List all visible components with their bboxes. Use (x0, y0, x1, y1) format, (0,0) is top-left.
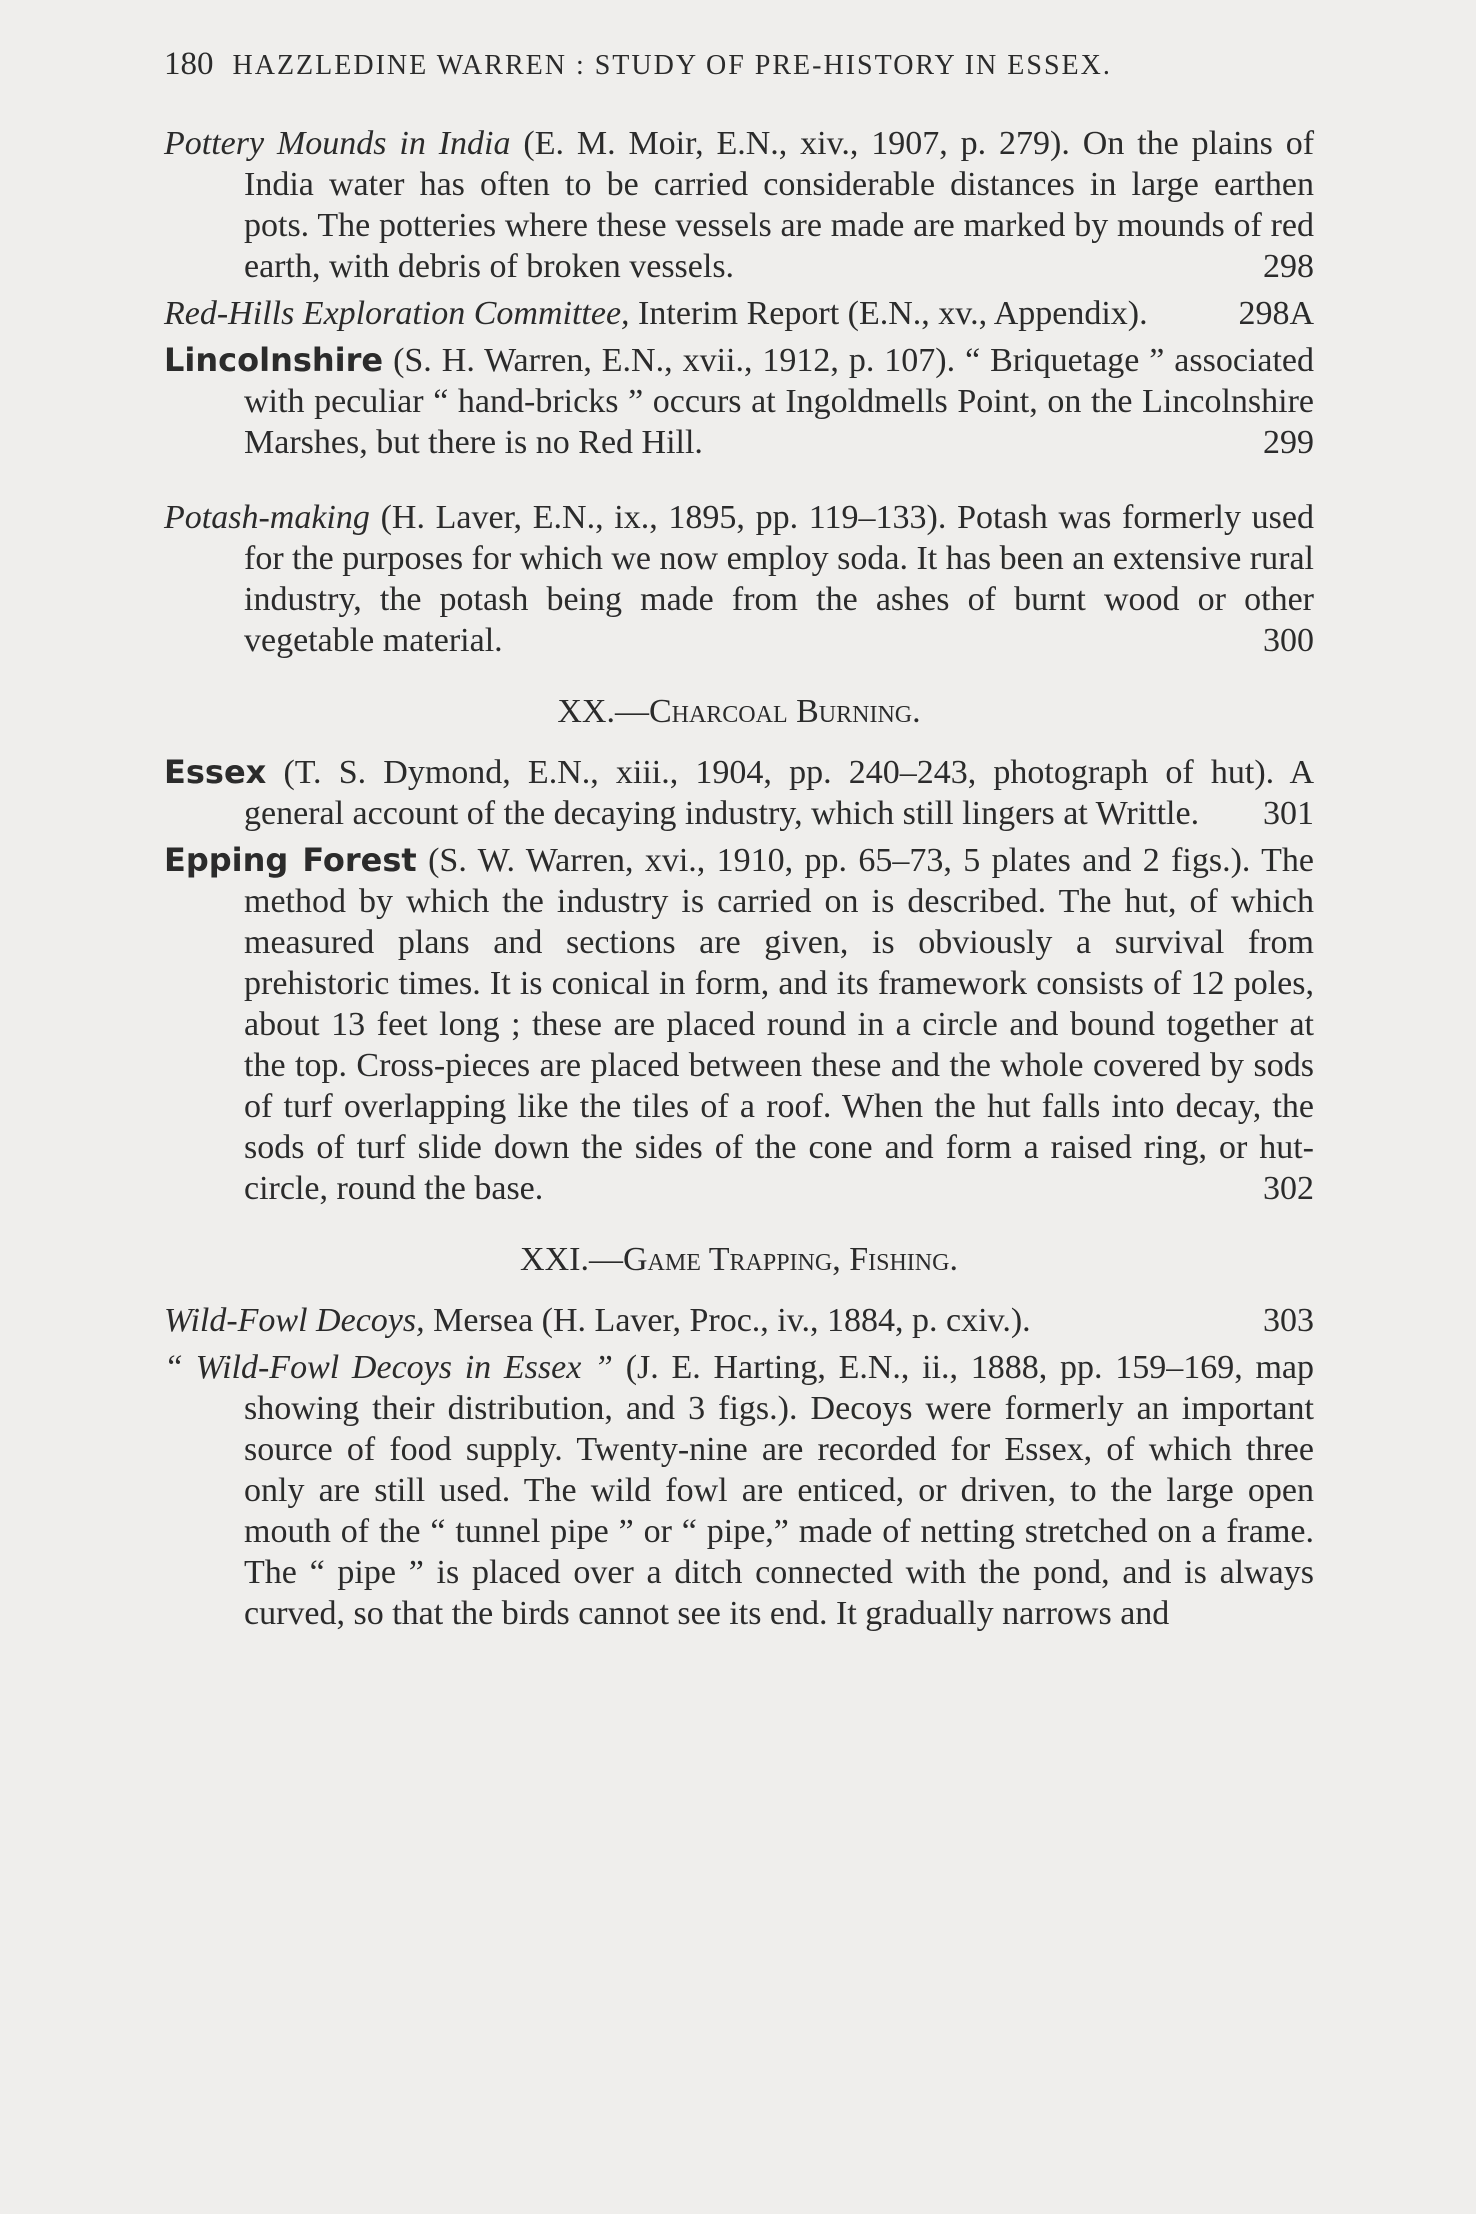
entry-title: Wild-Fowl Decoys, (164, 1302, 425, 1339)
entry-number: 298A (1238, 295, 1314, 332)
entry-number: 301 (1263, 795, 1314, 832)
entry-number: 299 (1263, 424, 1314, 461)
section-heading: XX.—Charcoal Burning. (557, 693, 921, 730)
entry-text: A general account of the decaying industry, which still lingers at Writtle. (244, 754, 1315, 832)
entry-title: Red-Hills Exploration Committee, (164, 295, 630, 332)
bibliography-entry (164, 293, 1314, 334)
entry-title: Epping Forest (164, 841, 417, 879)
entry-citation: (S. W. Warren, xvi., 1910, pp. 65–73, 5 plates and 2 figs.). (428, 842, 1251, 879)
entry-number: 303 (1263, 1302, 1314, 1339)
bibliography-entry (164, 1347, 1314, 1634)
entry-citation: (E. M. Moir, E.N., xiv., 1907, p. 279). (523, 125, 1070, 162)
running-head (164, 46, 1314, 83)
bibliography-entry (164, 340, 1314, 463)
bibliography-entry (164, 752, 1314, 834)
entry-text: Potash was formerly used for the purposes for which we now employ soda. It has been an extensive rural industry, the potash being made from the ashes of burnt wood or other vegetable material. (244, 499, 1315, 659)
entry-text: Decoys were formerly an important source of food supply. Twenty-nine are recorded for Essex, of which three only are still used. The wild fowl are enticed, or driven, to the large open mouth of the “ tunnel pipe ” or “ pipe,” made of netting stretched on a frame. The “ pipe ” is placed over a ditch connected with the pond, and is always curved, so that the birds cannot see its end. It gradually narrows and (244, 1390, 1315, 1632)
entry-citation: (J. E. Harting, E.N., ii., 1888, pp. 159–169, map showing their distribution, and 3 figs.). (244, 1349, 1315, 1427)
entry-citation: Mersea (H. Laver, Proc., iv., 1884, p. cxiv.). (433, 1302, 1031, 1339)
page-number: 180 (164, 46, 214, 82)
entry-number: 302 (1263, 1170, 1314, 1207)
entry-text: The method by which the industry is carried on is described. The hut, of which measured plans and sections are given, is obviously a survival from prehistoric times. It is conical in form, and its framework consists of 12 poles, about 13 feet long ; these are placed round in a circle and bound together at the top. Cross-pieces are placed between these and the whole covered by sods of turf overlapping like the tiles of a roof. When the hut falls into decay, the sods of turf slide down the sides of the cone and form a raised ring, or hut-circle, round the base. (244, 842, 1315, 1207)
entry-text: On the plains of India water has often to be carried considerable distances in large earthen pots. The potteries where these vessels are made are marked by mounds of red earth, with debris of broken vessels. (244, 125, 1315, 285)
entry-title: Pottery Mounds in India (164, 125, 511, 162)
entry-citation: (H. Laver, E.N., ix., 1895, pp. 119–133). (380, 499, 947, 536)
entry-title: Essex (164, 753, 267, 791)
entry-number: 300 (1263, 622, 1314, 659)
entry-title: “ Wild-Fowl Decoys in Essex ” (164, 1349, 613, 1386)
entry-citation: Interim Report (E.N., xv., Appendix). (638, 295, 1148, 332)
bibliography-entry (164, 123, 1314, 287)
entry-number: 298 (1263, 248, 1314, 285)
running-title: HAZZLEDINE WARREN : STUDY OF PRE-HISTORY IN ESSEX. (232, 50, 1112, 81)
entry-title: Potash-making (164, 499, 370, 536)
entry-title: Lincolnshire (164, 341, 384, 379)
entry-citation: (S. H. Warren, E.N., xvii., 1912, p. 107). (393, 342, 956, 379)
bibliography-entry (164, 1300, 1314, 1341)
entry-text: “ Briquetage ” associated with peculiar “ hand-bricks ” occurs at Ingoldmells Point, on the Lincolnshire Marshes, but there is no Red Hill. (244, 342, 1314, 461)
bibliography-entry (164, 840, 1314, 1209)
section-heading: XXI.—Game Trapping, Fishing. (520, 1241, 958, 1278)
page-body (164, 123, 1314, 1634)
entry-citation: (T. S. Dymond, E.N., xiii., 1904, pp. 240–243, photograph of hut). (283, 754, 1275, 791)
bibliography-entry (164, 497, 1314, 661)
